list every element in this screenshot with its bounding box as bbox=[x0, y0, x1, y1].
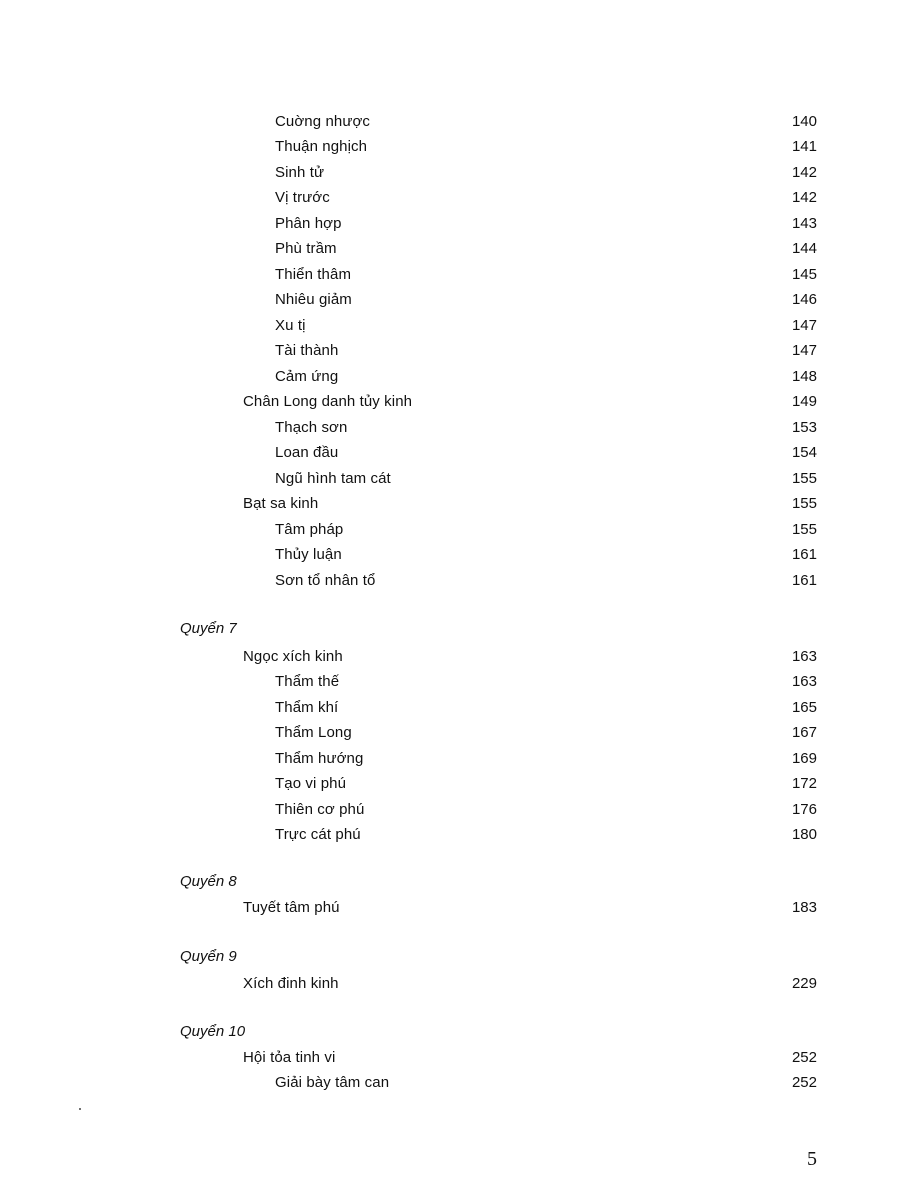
entry-page: 163 bbox=[791, 673, 817, 690]
entry-title: Thủy luận bbox=[275, 546, 342, 563]
toc-entry bbox=[0, 671, 921, 693]
toc-entry bbox=[0, 187, 921, 209]
section-heading: Quyển 8 bbox=[180, 873, 237, 890]
entry-page: 141 bbox=[791, 138, 817, 155]
entry-title: Xu tị bbox=[275, 317, 306, 334]
toc-entry bbox=[0, 544, 921, 566]
toc-entry bbox=[0, 773, 921, 795]
entry-page: 169 bbox=[791, 750, 817, 767]
section-heading: Quyển 7 bbox=[180, 620, 237, 637]
entry-title: Thiên cơ phú bbox=[275, 801, 365, 818]
toc-entry bbox=[0, 799, 921, 821]
entry-title: Thuận nghịch bbox=[275, 138, 368, 155]
entry-title: Bạt sa kinh bbox=[243, 495, 319, 512]
entry-title: Tài thành bbox=[275, 342, 339, 359]
entry-title: Ngũ hình tam cát bbox=[275, 470, 391, 487]
entry-title: Thiển thâm bbox=[275, 266, 352, 283]
entry-title: Ngọc xích kinh bbox=[243, 648, 343, 665]
toc-entry bbox=[0, 1047, 921, 1069]
toc-entry bbox=[0, 973, 921, 995]
entry-page: 161 bbox=[791, 572, 817, 589]
entry-page: 165 bbox=[791, 699, 817, 716]
toc-entry bbox=[0, 646, 921, 668]
toc-entry bbox=[0, 519, 921, 541]
toc-entry bbox=[0, 162, 921, 184]
entry-page: 142 bbox=[791, 189, 817, 206]
entry-title: Chân Long danh tủy kinh bbox=[243, 393, 413, 410]
toc-entry bbox=[0, 493, 921, 515]
toc-entry bbox=[0, 136, 921, 158]
entry-title: Thẩm thế bbox=[275, 673, 340, 690]
entry-page: 147 bbox=[791, 342, 817, 359]
entry-page: 183 bbox=[791, 899, 817, 916]
entry-title: Hội tỏa tinh vi bbox=[243, 1049, 336, 1066]
toc-entry bbox=[0, 722, 921, 744]
entry-title: Phân hợp bbox=[275, 215, 342, 232]
section-heading: Quyển 10 bbox=[180, 1023, 246, 1040]
entry-title: Thạch sơn bbox=[275, 419, 348, 436]
entry-title: Loan đầu bbox=[275, 444, 339, 461]
entry-page: 140 bbox=[791, 113, 817, 130]
entry-page: 153 bbox=[791, 419, 817, 436]
entry-page: 154 bbox=[791, 444, 817, 461]
entry-title: Cảm ứng bbox=[275, 368, 339, 385]
entry-title: Trực cát phú bbox=[275, 826, 361, 843]
entry-title: Giải bày tâm can bbox=[275, 1074, 390, 1091]
toc-entry bbox=[0, 824, 921, 846]
toc-entry bbox=[0, 340, 921, 362]
toc-entry bbox=[0, 289, 921, 311]
entry-page: 229 bbox=[791, 975, 817, 992]
toc-entry bbox=[0, 468, 921, 490]
entry-title: Thẩm Long bbox=[275, 724, 352, 741]
entry-title: Tuyết tâm phú bbox=[243, 899, 340, 916]
entry-title: Phù trầm bbox=[275, 240, 337, 257]
toc-entry bbox=[0, 366, 921, 388]
toc-entry bbox=[0, 442, 921, 464]
entry-title: Sơn tổ nhân tổ bbox=[275, 572, 376, 589]
entry-page: 155 bbox=[791, 521, 817, 538]
toc-entry bbox=[0, 315, 921, 337]
entry-page: 172 bbox=[791, 775, 817, 792]
entry-page: 144 bbox=[791, 240, 817, 257]
entry-page: 149 bbox=[791, 393, 817, 410]
entry-title: Tạo vi phú bbox=[275, 775, 347, 792]
entry-page: 176 bbox=[791, 801, 817, 818]
entry-title: Xích đinh kinh bbox=[243, 975, 339, 992]
entry-title: Cuờng nhược bbox=[275, 113, 371, 130]
toc-entry bbox=[0, 238, 921, 260]
entry-page: 167 bbox=[791, 724, 817, 741]
entry-page: 161 bbox=[791, 546, 817, 563]
toc-entry bbox=[0, 417, 921, 439]
toc-entry bbox=[0, 111, 921, 133]
entry-page: 147 bbox=[791, 317, 817, 334]
toc-entry bbox=[0, 748, 921, 770]
page-number: 5 bbox=[807, 1148, 817, 1170]
scan-speck bbox=[79, 1108, 81, 1110]
section-heading: Quyển 9 bbox=[180, 948, 237, 965]
entry-page: 142 bbox=[791, 164, 817, 181]
entry-title: Tâm pháp bbox=[275, 521, 344, 538]
entry-page: 252 bbox=[791, 1049, 817, 1066]
toc-entry bbox=[0, 264, 921, 286]
toc-entry bbox=[0, 897, 921, 919]
toc-entry bbox=[0, 213, 921, 235]
entry-title: Vị trước bbox=[275, 189, 330, 206]
entry-page: 145 bbox=[791, 266, 817, 283]
entry-title: Nhiêu giảm bbox=[275, 291, 352, 308]
toc-entry bbox=[0, 697, 921, 719]
entry-title: Thẩm khí bbox=[275, 699, 339, 716]
entry-page: 143 bbox=[791, 215, 817, 232]
entry-page: 148 bbox=[791, 368, 817, 385]
entry-page: 155 bbox=[791, 495, 817, 512]
toc-entry bbox=[0, 391, 921, 413]
toc-entry bbox=[0, 1072, 921, 1094]
entry-page: 146 bbox=[791, 291, 817, 308]
toc-entry bbox=[0, 570, 921, 592]
entry-title: Sinh tử bbox=[275, 164, 325, 181]
entry-title: Thẩm hướng bbox=[275, 750, 364, 767]
entry-page: 155 bbox=[791, 470, 817, 487]
entry-page: 252 bbox=[791, 1074, 817, 1091]
entry-page: 163 bbox=[791, 648, 817, 665]
entry-page: 180 bbox=[791, 826, 817, 843]
